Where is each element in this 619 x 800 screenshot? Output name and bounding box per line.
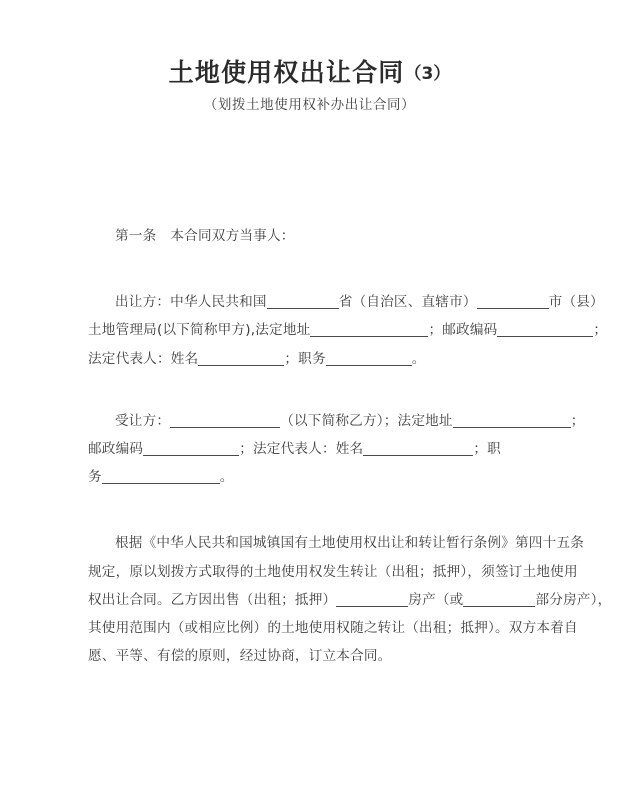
document-title-number: （3） bbox=[404, 64, 451, 84]
transferor-country-label: 出让方：中华人民共和国 bbox=[115, 294, 267, 311]
document-title-block bbox=[0, 58, 619, 115]
transferor-line-3 bbox=[88, 345, 532, 373]
basis-paragraph bbox=[88, 529, 612, 670]
transferor-city-blank[interactable] bbox=[477, 295, 549, 309]
transferor-block bbox=[88, 288, 608, 373]
transferor-postcode-blank[interactable] bbox=[497, 323, 593, 337]
transferor-province-blank[interactable] bbox=[267, 295, 339, 309]
transferor-line2-end: ； bbox=[593, 322, 608, 339]
transferee-postcode-label: 邮政编码 bbox=[88, 441, 144, 458]
transferee-line-3 bbox=[88, 463, 532, 491]
transferor-city-label: 市（县） bbox=[548, 294, 604, 311]
transferor-postcode-label: ；邮政编码 bbox=[428, 322, 498, 339]
transferor-bureau-label: 土地管理局(以下简称甲方),法定地址 bbox=[88, 322, 311, 339]
article-one-text: 本合同双方当事人： bbox=[170, 228, 295, 244]
spacer bbox=[88, 250, 532, 288]
transferor-address-blank[interactable] bbox=[310, 323, 428, 337]
transferee-rep-title-label: 务 bbox=[88, 469, 102, 486]
transferor-rep-name-label: 法定代表人：姓名 bbox=[88, 350, 199, 367]
basis-line-3 bbox=[88, 586, 612, 614]
partial-property-blank[interactable] bbox=[463, 593, 535, 607]
transferor-line-1 bbox=[88, 288, 604, 316]
property-blank[interactable] bbox=[336, 593, 408, 607]
transferor-rep-title-label: ；职务 bbox=[284, 350, 326, 367]
transferee-address-blank[interactable] bbox=[453, 414, 571, 428]
transferor-line-2 bbox=[88, 316, 608, 344]
document-subtitle: （划拨土地使用权补办出让合同） bbox=[203, 97, 416, 113]
spacer bbox=[88, 491, 532, 529]
transferee-block bbox=[88, 407, 585, 492]
transferee-rep-title-blank[interactable] bbox=[102, 470, 220, 484]
transferee-name-blank[interactable] bbox=[170, 414, 280, 428]
basis-line-1: 根据《中华人民共和国城镇国有土地使用权出让和转让暂行条例》第四十五条 bbox=[115, 535, 584, 552]
transferee-rep-label: ；法定代表人：姓名 bbox=[239, 441, 364, 458]
basis-line-4: 其使用范围内（或相应比例）的土地使用权随之转让（出租；抵押）。双方本着自 bbox=[88, 620, 578, 637]
transferee-line1-end: ； bbox=[570, 412, 585, 429]
transferee-line3-end: 。 bbox=[219, 469, 234, 486]
document-title-text: 土地使用权出让合同 bbox=[168, 58, 405, 87]
transferor-rep-name-blank[interactable] bbox=[198, 352, 284, 366]
transferor-line3-end: 。 bbox=[411, 350, 426, 367]
basis-partial-label: 部分房产）， bbox=[535, 591, 612, 608]
transferee-line2-end: ；职 bbox=[473, 441, 501, 458]
article-one-label: 第一条 bbox=[115, 228, 157, 244]
transferee-line-2 bbox=[88, 435, 532, 463]
transferor-rep-title-blank[interactable] bbox=[326, 352, 412, 366]
transferee-partyb-label: （以下简称乙方）；法定地址 bbox=[280, 412, 453, 429]
basis-sale-label: 权出让合同。乙方因出售（出租；抵押） bbox=[88, 591, 337, 608]
transferee-line-1 bbox=[88, 407, 585, 435]
transferor-province-label: 省（自治区、直辖市） bbox=[338, 294, 477, 311]
transferee-rep-name-blank[interactable] bbox=[363, 442, 473, 456]
page-title bbox=[0, 58, 619, 88]
article-one-heading bbox=[88, 222, 532, 250]
transferee-label: 受让方： bbox=[115, 412, 171, 429]
basis-line-2: 规定，原以划拨方式取得的土地使用权发生转让（出租；抵押），须签订土地使用 bbox=[88, 563, 578, 580]
basis-property-label: 房产（或 bbox=[408, 591, 464, 608]
basis-line-5: 愿、平等、有偿的原则，经过协商，订立本合同。 bbox=[88, 648, 392, 665]
spacer bbox=[88, 373, 532, 407]
document-body bbox=[88, 222, 612, 670]
transferee-postcode-blank[interactable] bbox=[143, 442, 239, 456]
